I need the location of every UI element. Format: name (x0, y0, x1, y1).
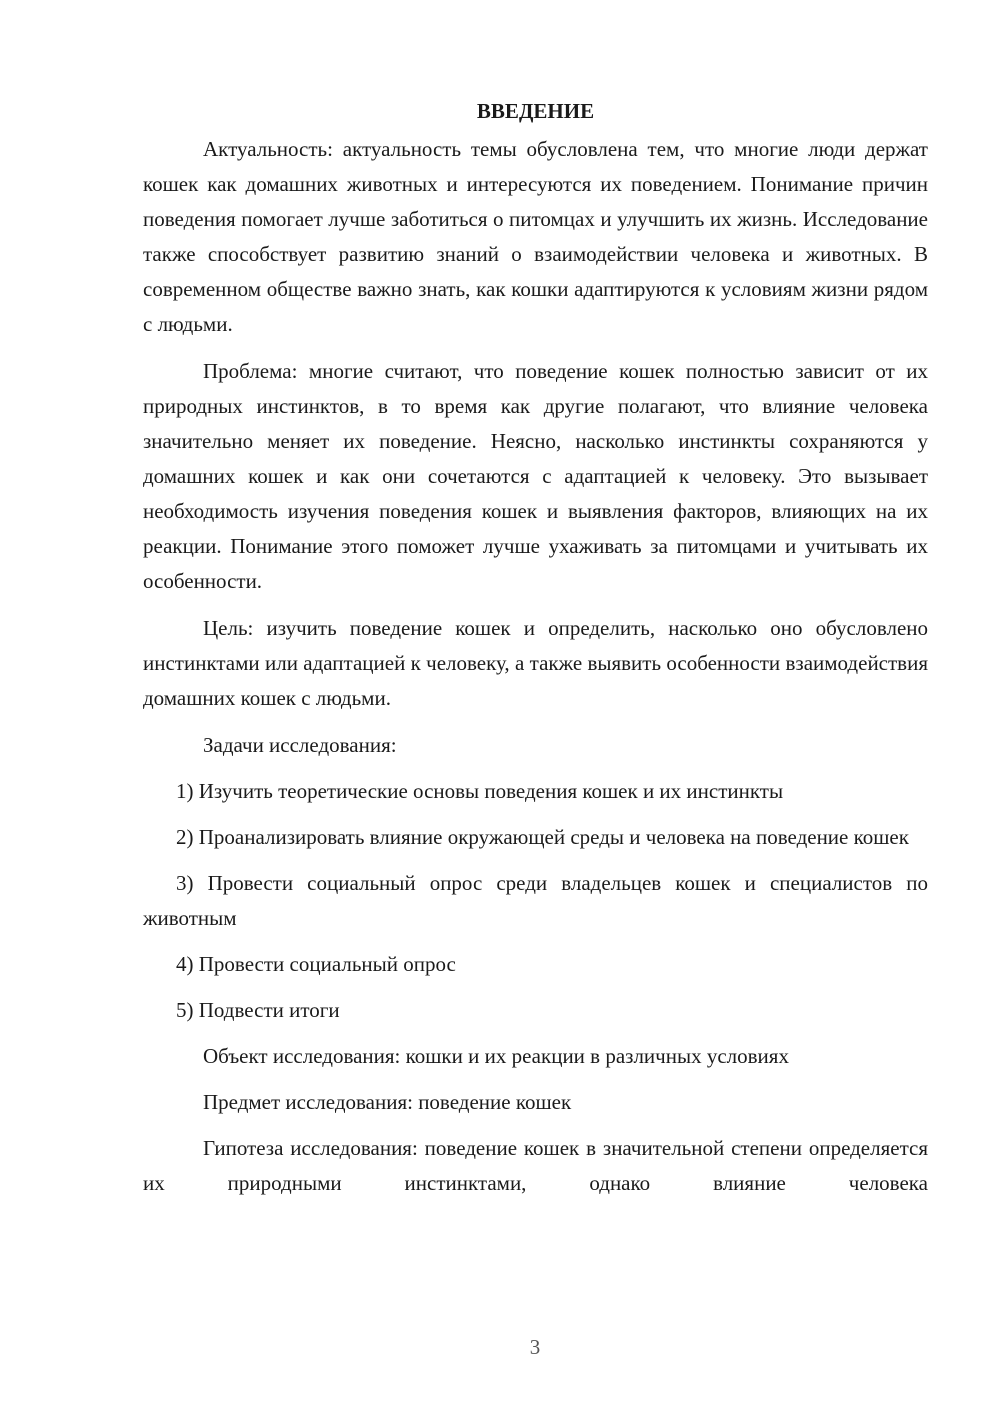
research-object: Объект исследования: кошки и их реакции в различных условиях (203, 1044, 789, 1068)
research-subject: Предмет исследования: поведение кошек (203, 1090, 572, 1114)
goal-paragraph: Цель: изучить поведение кошек и определить, насколько оно обусловлено инстинктами или адаптацией к человеку, а также выявить особенности взаимодействия домашних кошек с людьми. (143, 616, 928, 710)
relevance-paragraph: Актуальность: актуальность темы обусловлена тем, что многие люди держат кошек как домашних животных и интересуются их поведением. Понимание причин поведения помогает лучше заботиться о питомцах и улучшить их жизнь. Исследование также способствует развитию знаний о взаимодействии человека и животных. В современном обществе важно знать, как кошки адаптируются к условиям жизни рядом с людьми. (143, 137, 928, 336)
task-item: 3) Провести социальный опрос среди владельцев кошек и специалистов по животным (143, 871, 928, 930)
section-title: ВВЕДЕНИЕ (476, 99, 595, 123)
tasks-heading: Задачи исследования: (203, 733, 397, 757)
problem-paragraph: Проблема: многие считают, что поведение кошек полностью зависит от их природных инстинктов, в то время как другие полагают, что влияние человека значительно меняет их поведение. Неясно, насколько инстинкты сохраняются у домашних кошек и как они сочетаются с адаптацией к человеку. Это вызывает необходимость изучения поведения кошек и выявления факторов, влияющих на их реакции. Понимание этого поможет лучше ухаживать за питомцами и учитывать их особенности. (143, 359, 928, 593)
task-item: 4) Провести социальный опрос (176, 952, 456, 976)
task-item: 1) Изучить теоретические основы поведения кошек и их инстинкты (176, 779, 784, 803)
page-number: 3 (529, 1335, 541, 1359)
task-item: 5) Подвести итоги (176, 998, 340, 1022)
task-item: 2) Проанализировать влияние окружающей среды и человека на поведение кошек (176, 825, 909, 849)
hypothesis-paragraph: Гипотеза исследования: поведение кошек в значительной степени определяется их природными инстинктами, однако влияние человека (143, 1136, 928, 1195)
page-content (143, 96, 928, 1213)
